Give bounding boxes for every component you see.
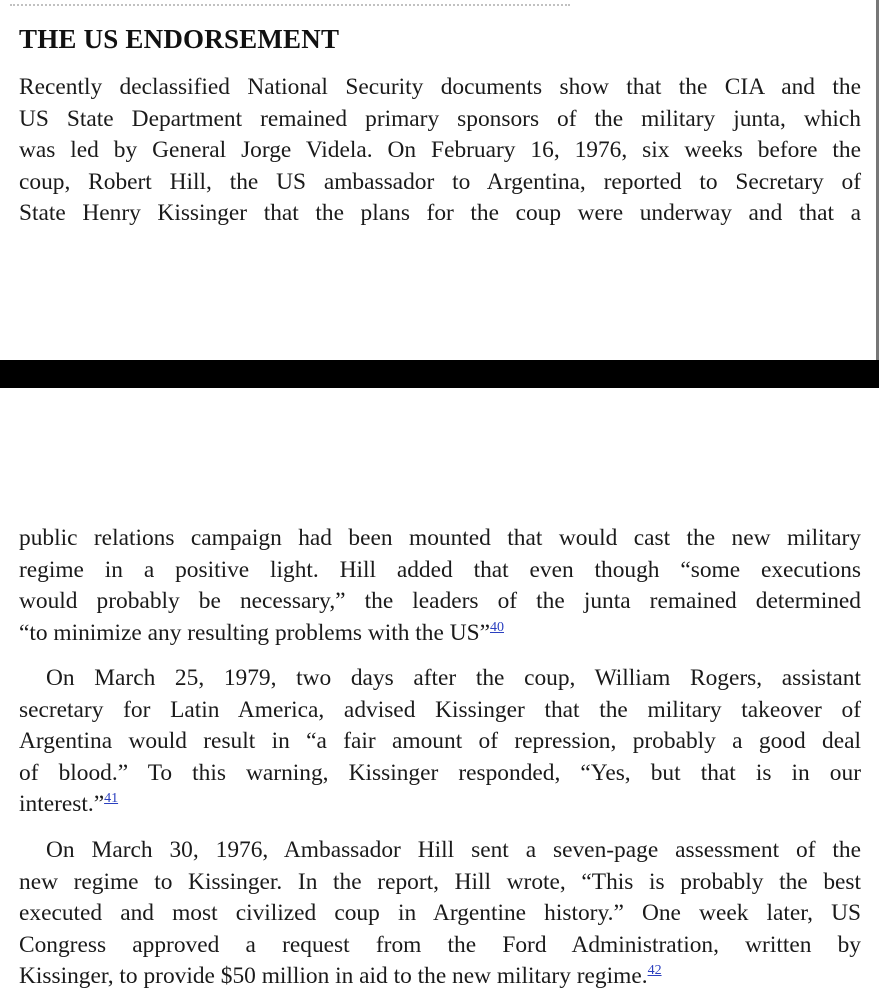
text-line: On March 25, 1979, two days after the coup, William Rogers, assistant [46, 665, 861, 691]
page-divider [0, 360, 879, 388]
footnote-ref-42 [648, 963, 662, 978]
text-line: executed and most civilized coup in Argentine history.” One week later, US [19, 900, 861, 926]
text-line [19, 618, 861, 650]
text-line: would probably be necessary,” the leaders of the junta remained determined [19, 588, 861, 614]
cut-off-line [10, 0, 570, 6]
text-line: was led by General Jorge Videla. On February 16, 1976, six weeks before the [19, 137, 861, 163]
footnote-link[interactable]: 42 [647, 963, 662, 978]
text-line: public relations campaign had been mounted that would cast the new military [19, 525, 861, 551]
footnote-link[interactable]: 41 [104, 791, 119, 806]
text-line: US State Department remained primary sponsors of the military junta, which [19, 105, 861, 132]
text-line: On March 30, 1976, Ambassador Hill sent a seven-page assessment of the [46, 837, 861, 863]
text-line: regime in a positive light. Hill added that even though “some executions [19, 556, 861, 583]
paragraph-1-continued [19, 523, 861, 649]
page-top [0, 0, 879, 360]
page-bottom [0, 388, 879, 993]
text-line-content: “to minimize any resulting problems with the US” [19, 619, 490, 646]
text-line: Congress approved a request from the Ford Administration, written by [19, 931, 861, 958]
section-heading: THE US ENDORSEMENT [19, 24, 340, 54]
text-line-content: interest.” [19, 791, 105, 817]
text-line: State Henry Kissinger that the plans for the coup were underway and that a [19, 200, 861, 226]
footnote-link[interactable]: 40 [489, 619, 504, 635]
paragraph-2 [19, 663, 861, 821]
paragraph-3 [19, 835, 861, 993]
footnote-ref-41 [104, 791, 118, 806]
text-line [19, 961, 861, 993]
text-line: coup, Robert Hill, the US ambassador to Argentina, reported to Secretary of [19, 168, 861, 195]
paragraph-1 [19, 72, 861, 230]
text-line: Recently declassified National Security documents show that the CIA and the [19, 74, 861, 100]
text-line: of blood.” To this warning, Kissinger responded, “Yes, but that is in our [19, 759, 861, 786]
text-line: secretary for Latin America, advised Kissinger that the military takeover of [19, 696, 861, 723]
text-line: Argentina would result in “a fair amount of repression, probably a good deal [19, 728, 861, 754]
text-line [19, 789, 861, 821]
text-line-content: Kissinger, to provide $50 million in aid to the new military regime. [19, 963, 648, 989]
text-line: new regime to Kissinger. In the report, Hill wrote, “This is probably the best [19, 868, 861, 895]
footnote-ref-40 [490, 620, 504, 635]
